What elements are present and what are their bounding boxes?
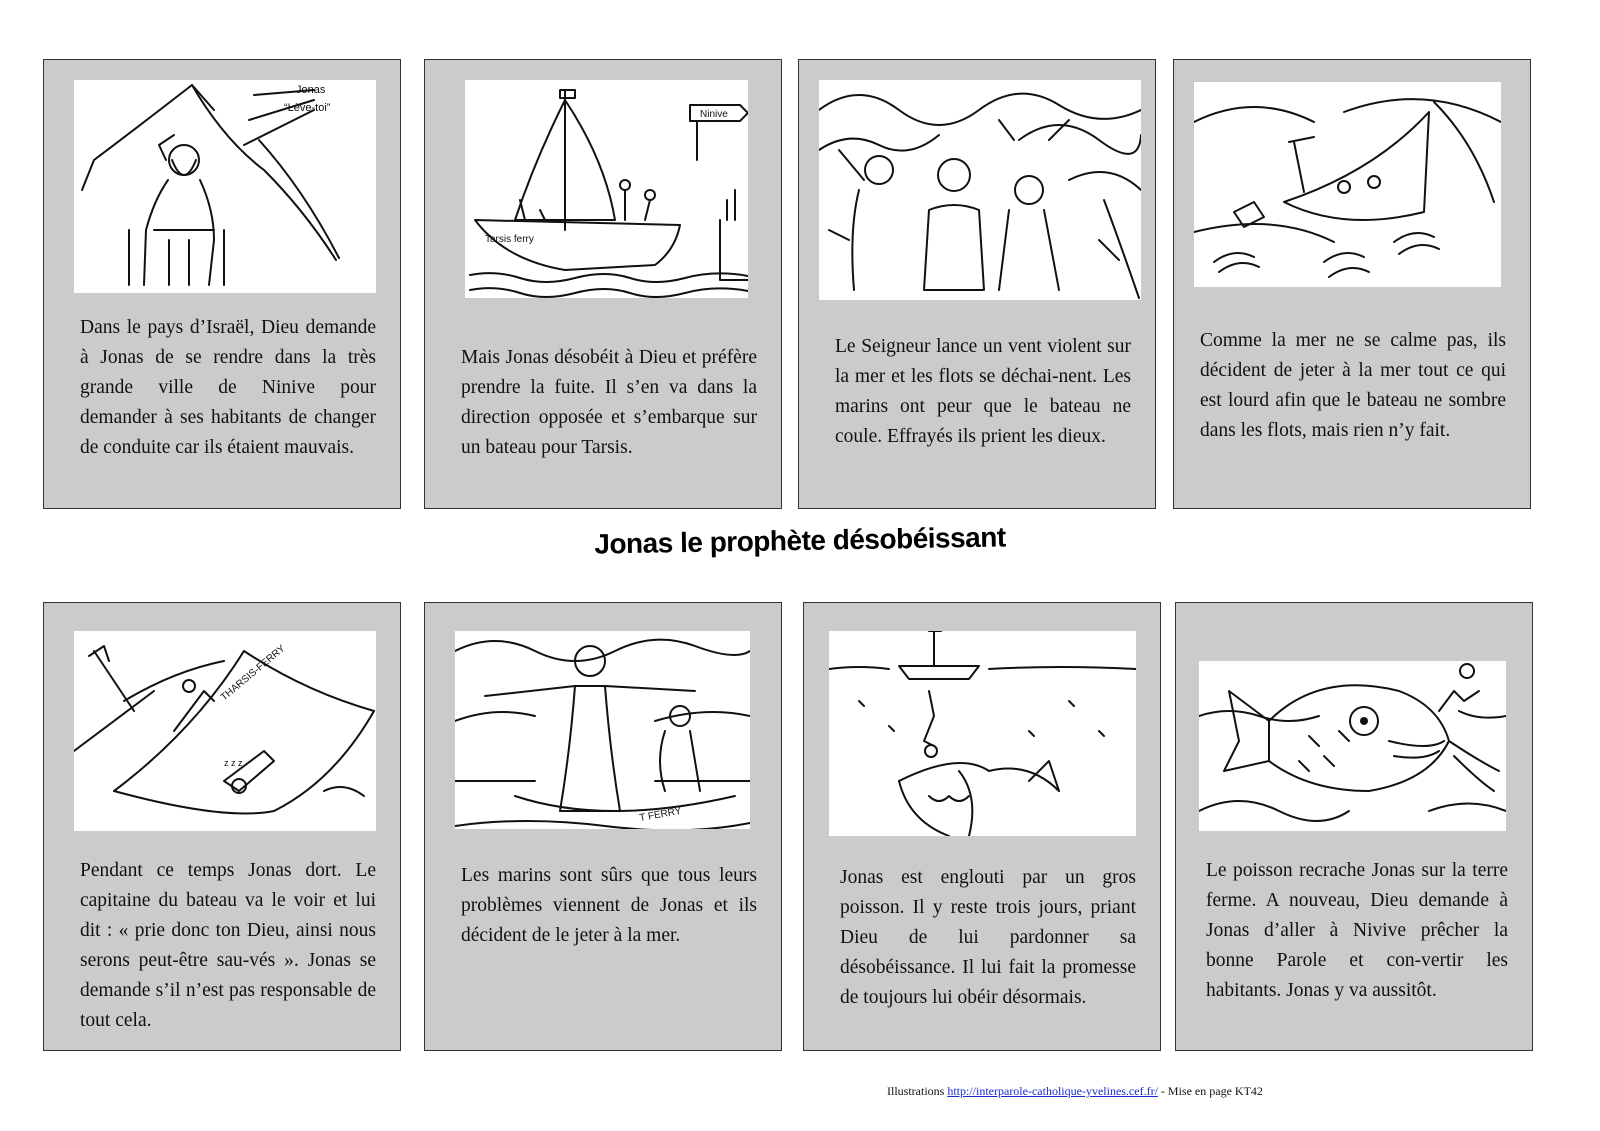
illustration-fish-spits-jonas (1199, 661, 1506, 831)
story-caption: Les marins sont sûrs que tous leurs problèmes viennent de Jonas et ils décident de le jeter à la mer. (461, 865, 757, 946)
story-panel-4 (1173, 59, 1531, 509)
story-panel-8 (1175, 602, 1533, 1051)
story-panel-7 (803, 602, 1161, 1051)
illustration-label-tarsis-ferry: Tarsis ferry (485, 234, 534, 245)
illustration-ship-tarsis (465, 80, 748, 298)
illustration-label-ninive: Ninive (700, 109, 728, 120)
illustration-storm-sailors (819, 80, 1141, 300)
story-panel-5 (43, 602, 401, 1051)
story-panel-1 (43, 59, 401, 509)
illustration-jonas-sleeping (74, 631, 376, 831)
story-caption: Mais Jonas désobéit à Dieu et préfère prendre la fuite. Il s’en va dans la direction opposée et s’embarque sur un bateau pour Tarsis. (461, 347, 757, 458)
illustration-label-tharsis-ferry: THARSIS-FERRY (218, 643, 288, 704)
credits-suffix: - Mise en page KT42 (1160, 1084, 1263, 1098)
story-caption: Comme la mer ne se calme pas, ils décident de jeter à la mer tout ce qui est lourd afin que le bateau ne sombre dans les flots, mais rien n’y fait. (1200, 330, 1506, 441)
story-caption: Pendant ce temps Jonas dort. Le capitaine du bateau va le voir et lui dit : « prie donc ton Dieu, ainsi nous serons peut-être sau-vés ». Jonas se demande s’il n’est pas responsable de tout cela. (80, 860, 376, 1031)
illustration-jonas-tent (74, 80, 376, 293)
story-caption: Dans le pays d’Israël, Dieu demande à Jonas de se rendre dans la très grande ville de Ninive pour demander à ses habitants de changer de conduite car ils étaient mauvais. (80, 317, 376, 458)
story-panel-2 (424, 59, 782, 509)
page-title: Jonas le prophète désobéissant (594, 521, 1006, 560)
credits-link[interactable]: http://interparole-catholique-yvelines.cef.fr/ (947, 1084, 1158, 1098)
illustration-label-zzz: z z z (224, 758, 243, 768)
story-panel-3 (798, 59, 1156, 509)
story-caption: Jonas est englouti par un gros poisson. Il y reste trois jours, priant Dieu de lui pardonner sa désobéissance. Il lui fait la promesse de toujours lui obéir désormais. (840, 867, 1136, 1008)
story-panel-6 (424, 602, 782, 1051)
story-caption: Le Seigneur lance un vent violent sur la mer et les flots se déchai-nent. Les marins ont peur que le bateau ne coule. Effrayés ils prient les dieux. (835, 336, 1131, 447)
credits-prefix: Illustrations (887, 1084, 945, 1098)
credits-line (887, 1084, 1263, 1099)
illustration-label-leve-toi: “Lève-toi” (284, 102, 331, 114)
illustration-label-t-ferry: T FERRY (638, 805, 683, 824)
illustration-jonas-thrown (455, 631, 750, 829)
illustration-label-jonas: Jonas (296, 84, 326, 96)
illustration-cargo-thrown (1194, 82, 1501, 287)
story-caption: Le poisson recrache Jonas sur la terre ferme. A nouveau, Dieu demande à Jonas d’aller à Nivive prêcher la bonne Parole et con-vertir les habitants. Jonas y va aussitôt. (1206, 860, 1508, 1001)
illustration-fish-swallows-jonas (829, 631, 1136, 836)
